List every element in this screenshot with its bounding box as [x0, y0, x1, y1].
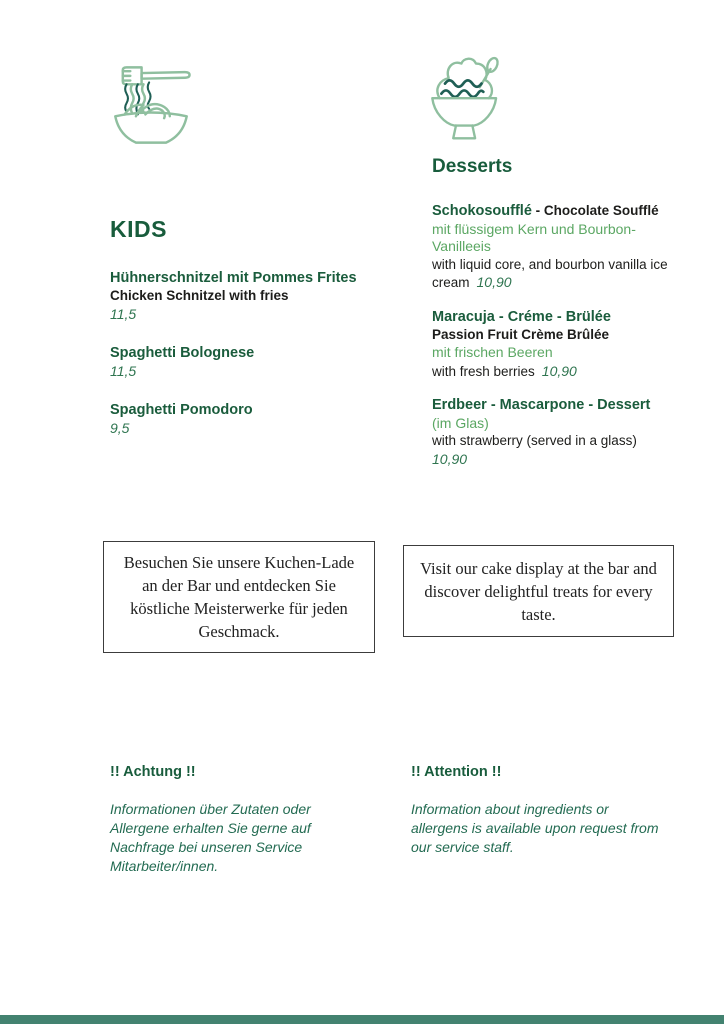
item-price: 10,90	[432, 450, 468, 467]
cake-note-text-english: Visit our cake display at the bar and discover delightful treats for every taste.	[420, 558, 657, 624]
item-desc-en: with strawberry (served in a glass)	[432, 433, 637, 448]
footer-accent-bar	[0, 1015, 724, 1024]
warning-body-english: Information about ingredients or allergens is available upon request from our service staff.	[411, 801, 659, 855]
desserts-items-list	[432, 202, 684, 485]
item-name-de: Erdbeer - Mascarpone - Dessert	[432, 397, 651, 413]
cake-note-text-german: Besuchen Sie unsere Kuchen-Lade an der Bar und entdecken Sie köstliche Meisterwerke für jeden Geschmack.	[123, 553, 355, 641]
item-name-en: Passion Fruit Crème Brûlée	[432, 327, 610, 342]
menu-item-huehnerschnitzel	[110, 269, 390, 323]
menu-item-maracuja-creme-brulee	[432, 309, 684, 381]
dessert-bowl-icon	[425, 50, 507, 150]
noodle-bowl-icon	[104, 58, 198, 152]
item-desc-en-text: with fresh berries	[432, 363, 535, 379]
menu-item-schokosouffle	[432, 202, 684, 292]
menu-item-spaghetti-bolognese	[110, 344, 390, 380]
item-name-en: - Chocolate Soufflé	[531, 203, 659, 218]
item-name-de: Spaghetti Bolognese	[110, 345, 255, 361]
warning-title-german: !! Achtung !!	[110, 764, 196, 780]
item-price: 9,5	[110, 420, 130, 436]
allergen-warning-english	[411, 764, 663, 857]
item-price: 10,90	[476, 274, 512, 290]
item-name-en: Chicken Schnitzel with fries	[110, 288, 289, 303]
item-name-de: Spaghetti Pomodoro	[110, 402, 253, 418]
desserts-section-title: Desserts	[432, 156, 513, 177]
item-price: 11,5	[110, 363, 137, 379]
item-desc-en-text: with liquid core, and bourbon vanilla ice cream	[432, 256, 668, 290]
item-desc-de: (im Glas)	[432, 414, 489, 431]
menu-item-spaghetti-pomodoro	[110, 401, 390, 437]
item-desc-en	[432, 362, 684, 381]
item-desc-de: mit flüssigem Kern und Bourbon-Vanilleeis	[432, 220, 636, 254]
warning-title-english: !! Attention !!	[411, 764, 502, 780]
item-price: 10,90	[541, 362, 577, 379]
kids-section-title: KIDS	[110, 216, 167, 242]
item-name-de: Hühnerschnitzel mit Pommes Frites	[110, 270, 357, 286]
item-name-de: Schokosoufflé	[432, 203, 532, 219]
menu-item-erdbeer-mascarpone	[432, 397, 684, 468]
item-price: 11,5	[110, 306, 137, 322]
cake-note-box-german	[103, 541, 375, 653]
warning-body-german: Informationen über Zutaten oder Allergene erhalten Sie gerne auf Nachfrage bei unseren Service Mitarbeiter/innen.	[110, 801, 311, 874]
item-desc-de: mit frischen Beeren	[432, 344, 553, 360]
cake-note-box-english	[403, 545, 674, 637]
item-desc-en	[432, 256, 684, 292]
item-name-line	[432, 202, 684, 221]
item-name-de: Maracuja - Créme - Brülée	[432, 308, 611, 325]
allergen-warning-german	[110, 764, 350, 876]
kids-items-list	[110, 269, 390, 458]
